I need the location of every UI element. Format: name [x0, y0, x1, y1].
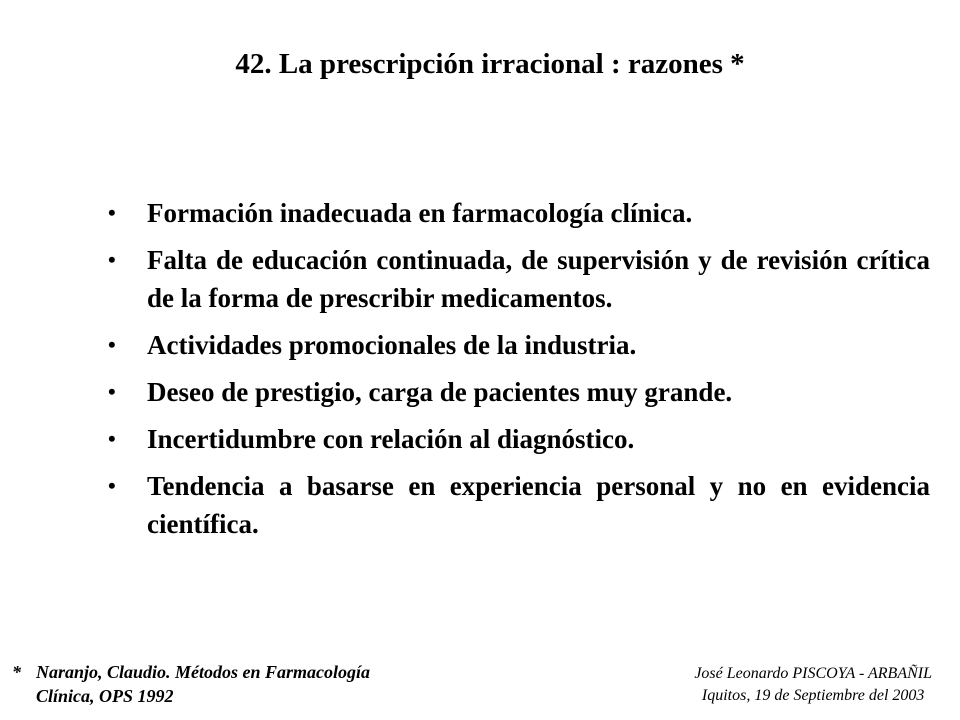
bullet-text: Formación inadecuada en farmacología clínica.: [147, 198, 693, 228]
bullet-icon: •: [108, 473, 116, 498]
list-item: [105, 373, 930, 411]
footnote-marker: *: [12, 662, 21, 682]
list-item: [105, 194, 930, 232]
bullet-text: Incertidumbre con relación al diagnóstico.: [147, 424, 635, 454]
slide-title: 42. La prescripción irracional : razones *: [235, 48, 745, 80]
author-name: José Leonardo PISCOYA - ARBAÑIL: [694, 665, 932, 682]
list-item: [105, 467, 930, 543]
bullet-text: Falta de educación continuada, de supervisión y de revisión crítica de la forma de prescribir medicamentos.: [147, 245, 930, 313]
footnote-text-2: Clínica, OPS 1992: [36, 686, 174, 706]
bullet-icon: •: [108, 379, 116, 404]
bullet-icon: •: [108, 247, 116, 272]
bullet-icon: •: [108, 200, 116, 225]
list-item: [105, 420, 930, 458]
bullet-icon: •: [108, 332, 116, 357]
bullet-list: [105, 194, 930, 552]
footnote: [12, 660, 370, 708]
footnote-line-1: [12, 660, 370, 684]
bullet-text: Tendencia a basarse en experiencia personal y no en evidencia científica.: [147, 471, 930, 539]
author-place-date: Iquitos, 19 de Septiembre del 2003: [701, 687, 925, 704]
bullet-text: Deseo de prestigio, carga de pacientes muy grande.: [147, 377, 733, 407]
bullet-icon: •: [108, 426, 116, 451]
bullet-text: Actividades promocionales de la industria.: [147, 330, 637, 360]
footnote-text-1: Naranjo, Claudio. Métodos en Farmacología: [36, 662, 371, 682]
author-block: [694, 663, 932, 707]
list-item: [105, 326, 930, 364]
list-item: [105, 241, 930, 317]
